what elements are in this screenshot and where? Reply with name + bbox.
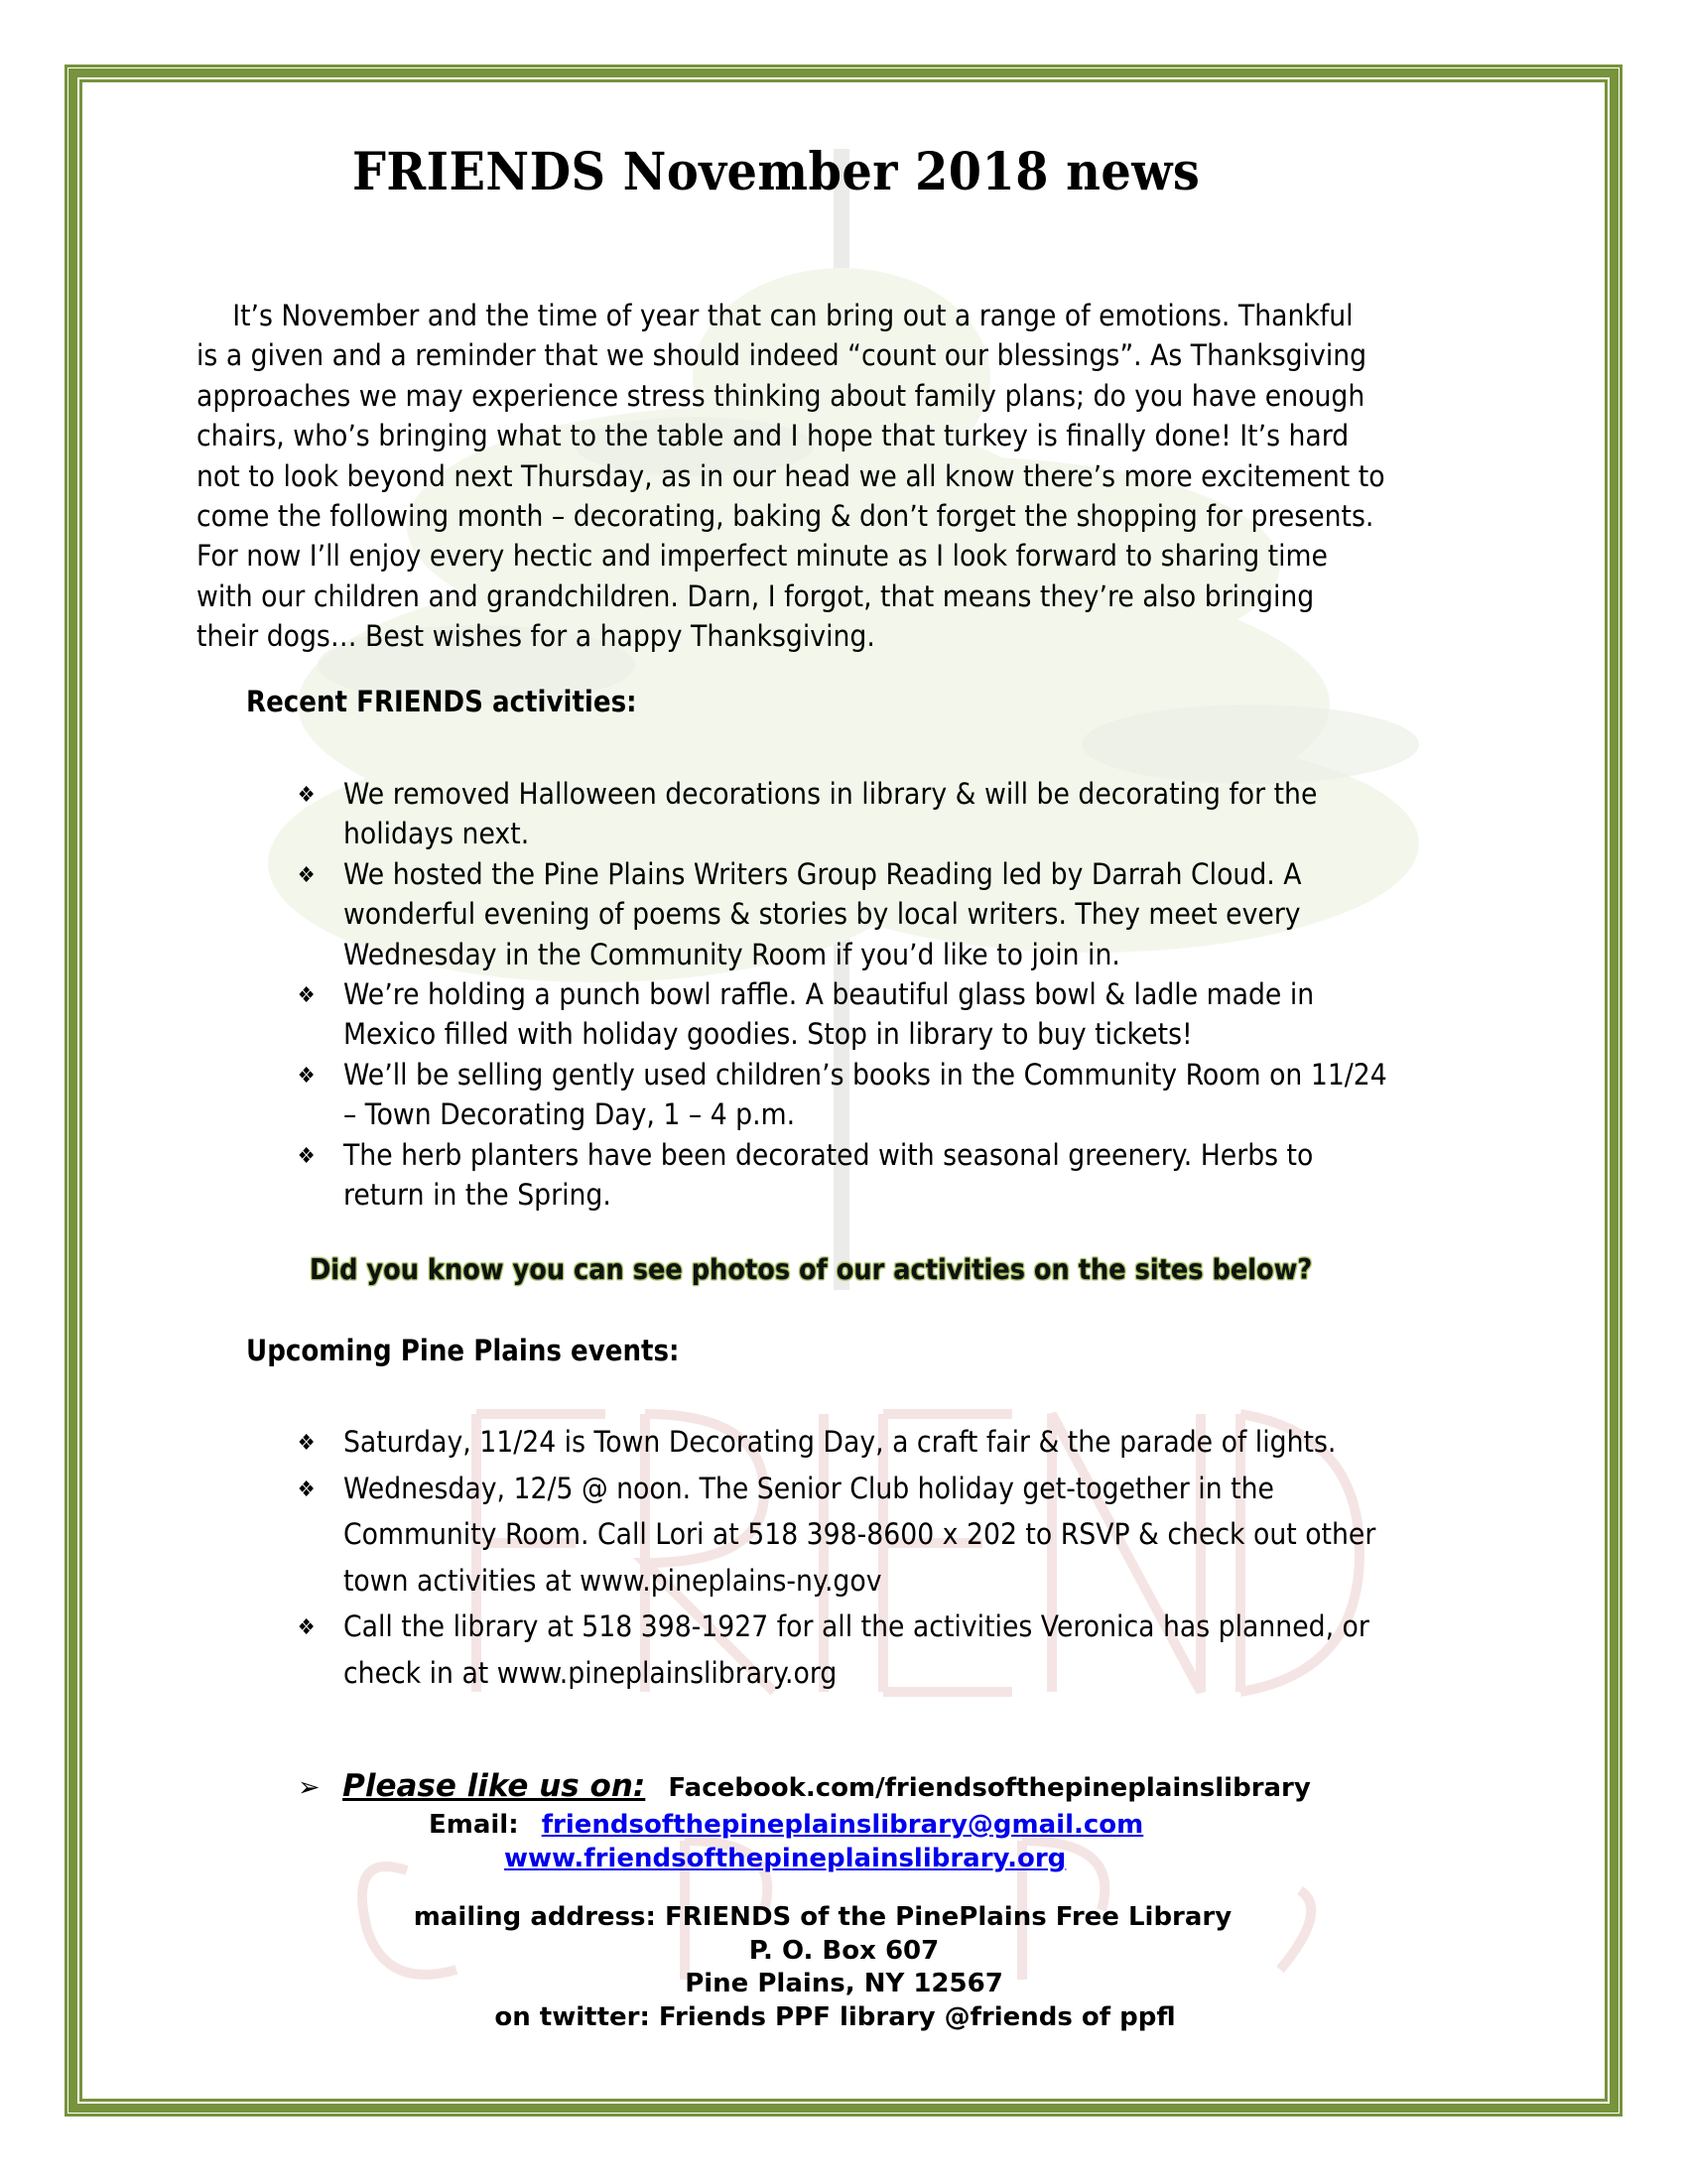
intro-line: approaches we may experience stress thinking about family plans; do you have enough bbox=[196, 378, 1365, 413]
item-text: Call the library at 518 398-1927 for all the activities Veronica has planned, or bbox=[342, 1609, 1369, 1643]
email-row bbox=[429, 1810, 1143, 1840]
facebook-row bbox=[298, 1768, 1311, 1804]
intro-line: their dogs… Best wishes for a happy Thanksgiving. bbox=[196, 619, 875, 654]
facebook-url: Facebook.com/friendsofthepineplainslibrary bbox=[668, 1773, 1311, 1803]
diamond-bullet-icon: ❖ bbox=[297, 1063, 316, 1089]
intro-line: come the following month – decorating, baking & don’t forget the shopping for presents. bbox=[196, 499, 1374, 534]
list-item bbox=[296, 1135, 1464, 1216]
list-item bbox=[296, 1466, 1464, 1605]
diamond-bullet-icon: ❖ bbox=[297, 983, 316, 1009]
item-text: We hosted the Pine Plains Writers Group Reading led by Darrah Cloud. A bbox=[342, 856, 1302, 891]
list-item bbox=[296, 974, 1464, 1055]
intro-line: chairs, who’s bringing what to the table and I hope that turkey is finally done! It’s hard bbox=[196, 419, 1350, 453]
intro-line: not to look beyond next Thursday, as in our head we all know there’s more excitement to bbox=[196, 458, 1385, 493]
item-text: Wednesday in the Community Room if you’d like to join in. bbox=[342, 937, 1120, 971]
page-title: FRIENDS November 2018 news bbox=[352, 142, 1201, 202]
address-line: P. O. Box 607 bbox=[748, 1935, 940, 1966]
upcoming-events-list bbox=[296, 1419, 1464, 1696]
item-text: Wednesday, 12/5 @ noon. The Senior Club holiday get-together in the bbox=[342, 1471, 1274, 1505]
item-text: – Town Decorating Day, 1 – 4 p.m. bbox=[342, 1097, 796, 1132]
email-link[interactable]: friendsofthepineplainslibrary@gmail.com bbox=[541, 1810, 1144, 1840]
item-text: return in the Spring. bbox=[342, 1178, 611, 1213]
item-text: We removed Halloween decorations in library & will be decorating for the bbox=[342, 777, 1318, 811]
address-line: mailing address: FRIENDS of the PinePlains Free Library bbox=[413, 1902, 1233, 1932]
address-line: Pine Plains, NY 12567 bbox=[685, 1969, 1003, 1998]
like-us-label: Please like us on: bbox=[342, 1768, 646, 1804]
recent-activities-heading: Recent FRIENDS activities: bbox=[246, 685, 637, 718]
mailing-address bbox=[0, 1901, 1688, 2034]
diamond-bullet-icon: ❖ bbox=[297, 783, 316, 808]
photos-callout: Did you know you can see photos of our activities on the sites below? bbox=[310, 1253, 1313, 1286]
intro-line: For now I’ll enjoy every hectic and imperfect minute as I look forward to sharing time bbox=[196, 539, 1328, 574]
list-item bbox=[296, 1055, 1464, 1135]
item-text: Saturday, 11/24 is Town Decorating Day, a craft fair & the parade of lights. bbox=[342, 1425, 1337, 1459]
diamond-bullet-icon: ❖ bbox=[297, 1477, 316, 1502]
item-text: We’ll be selling gently used children’s books in the Community Room on 11/24 bbox=[342, 1057, 1387, 1092]
list-item bbox=[296, 854, 1464, 974]
website-link[interactable]: www.friendsofthepineplainslibrary.org bbox=[504, 1844, 1067, 1873]
item-text: Mexico filled with holiday goodies. Stop in library to buy tickets! bbox=[342, 1017, 1193, 1052]
intro-line: with our children and grandchildren. Darn, I forgot, that means they’re also bringing bbox=[196, 578, 1315, 613]
list-item bbox=[296, 774, 1464, 854]
diamond-bullet-icon: ❖ bbox=[297, 1615, 316, 1640]
diamond-bullet-icon: ❖ bbox=[297, 1143, 316, 1169]
item-text: We’re holding a punch bowl raffle. A beautiful glass bowl & ladle made in bbox=[342, 977, 1315, 1012]
item-text: check in at www.pineplainslibrary.org bbox=[342, 1655, 838, 1690]
intro-line: It’s November and the time of year that can bring out a range of emotions. Thankful bbox=[232, 299, 1354, 332]
twitter-line: on twitter: Friends PPF library @friends of ppfl bbox=[494, 2001, 1176, 2032]
item-text: The herb planters have been decorated with seasonal greenery. Herbs to bbox=[342, 1137, 1314, 1172]
intro-paragraph bbox=[196, 296, 1391, 657]
upcoming-events-heading: Upcoming Pine Plains events: bbox=[246, 1334, 680, 1367]
list-item bbox=[296, 1604, 1464, 1696]
item-text: wonderful evening of poems & stories by local writers. They meet every bbox=[342, 897, 1301, 932]
recent-activities-list bbox=[296, 774, 1464, 1215]
item-text: Community Room. Call Lori at 518 398-8600 x 202 to RSVP & check out other bbox=[342, 1517, 1376, 1551]
diamond-bullet-icon: ❖ bbox=[297, 1431, 316, 1456]
intro-line: is a given and a reminder that we should indeed “count our blessings”. As Thanksgiving bbox=[196, 338, 1367, 373]
item-text: holidays next. bbox=[342, 817, 530, 851]
arrow-bullet-icon: ➢ bbox=[298, 1772, 321, 1803]
diamond-bullet-icon: ❖ bbox=[297, 862, 316, 888]
list-item bbox=[296, 1419, 1464, 1466]
item-text: town activities at www.pineplains-ny.gov bbox=[342, 1563, 882, 1598]
email-label: Email: bbox=[429, 1810, 519, 1840]
